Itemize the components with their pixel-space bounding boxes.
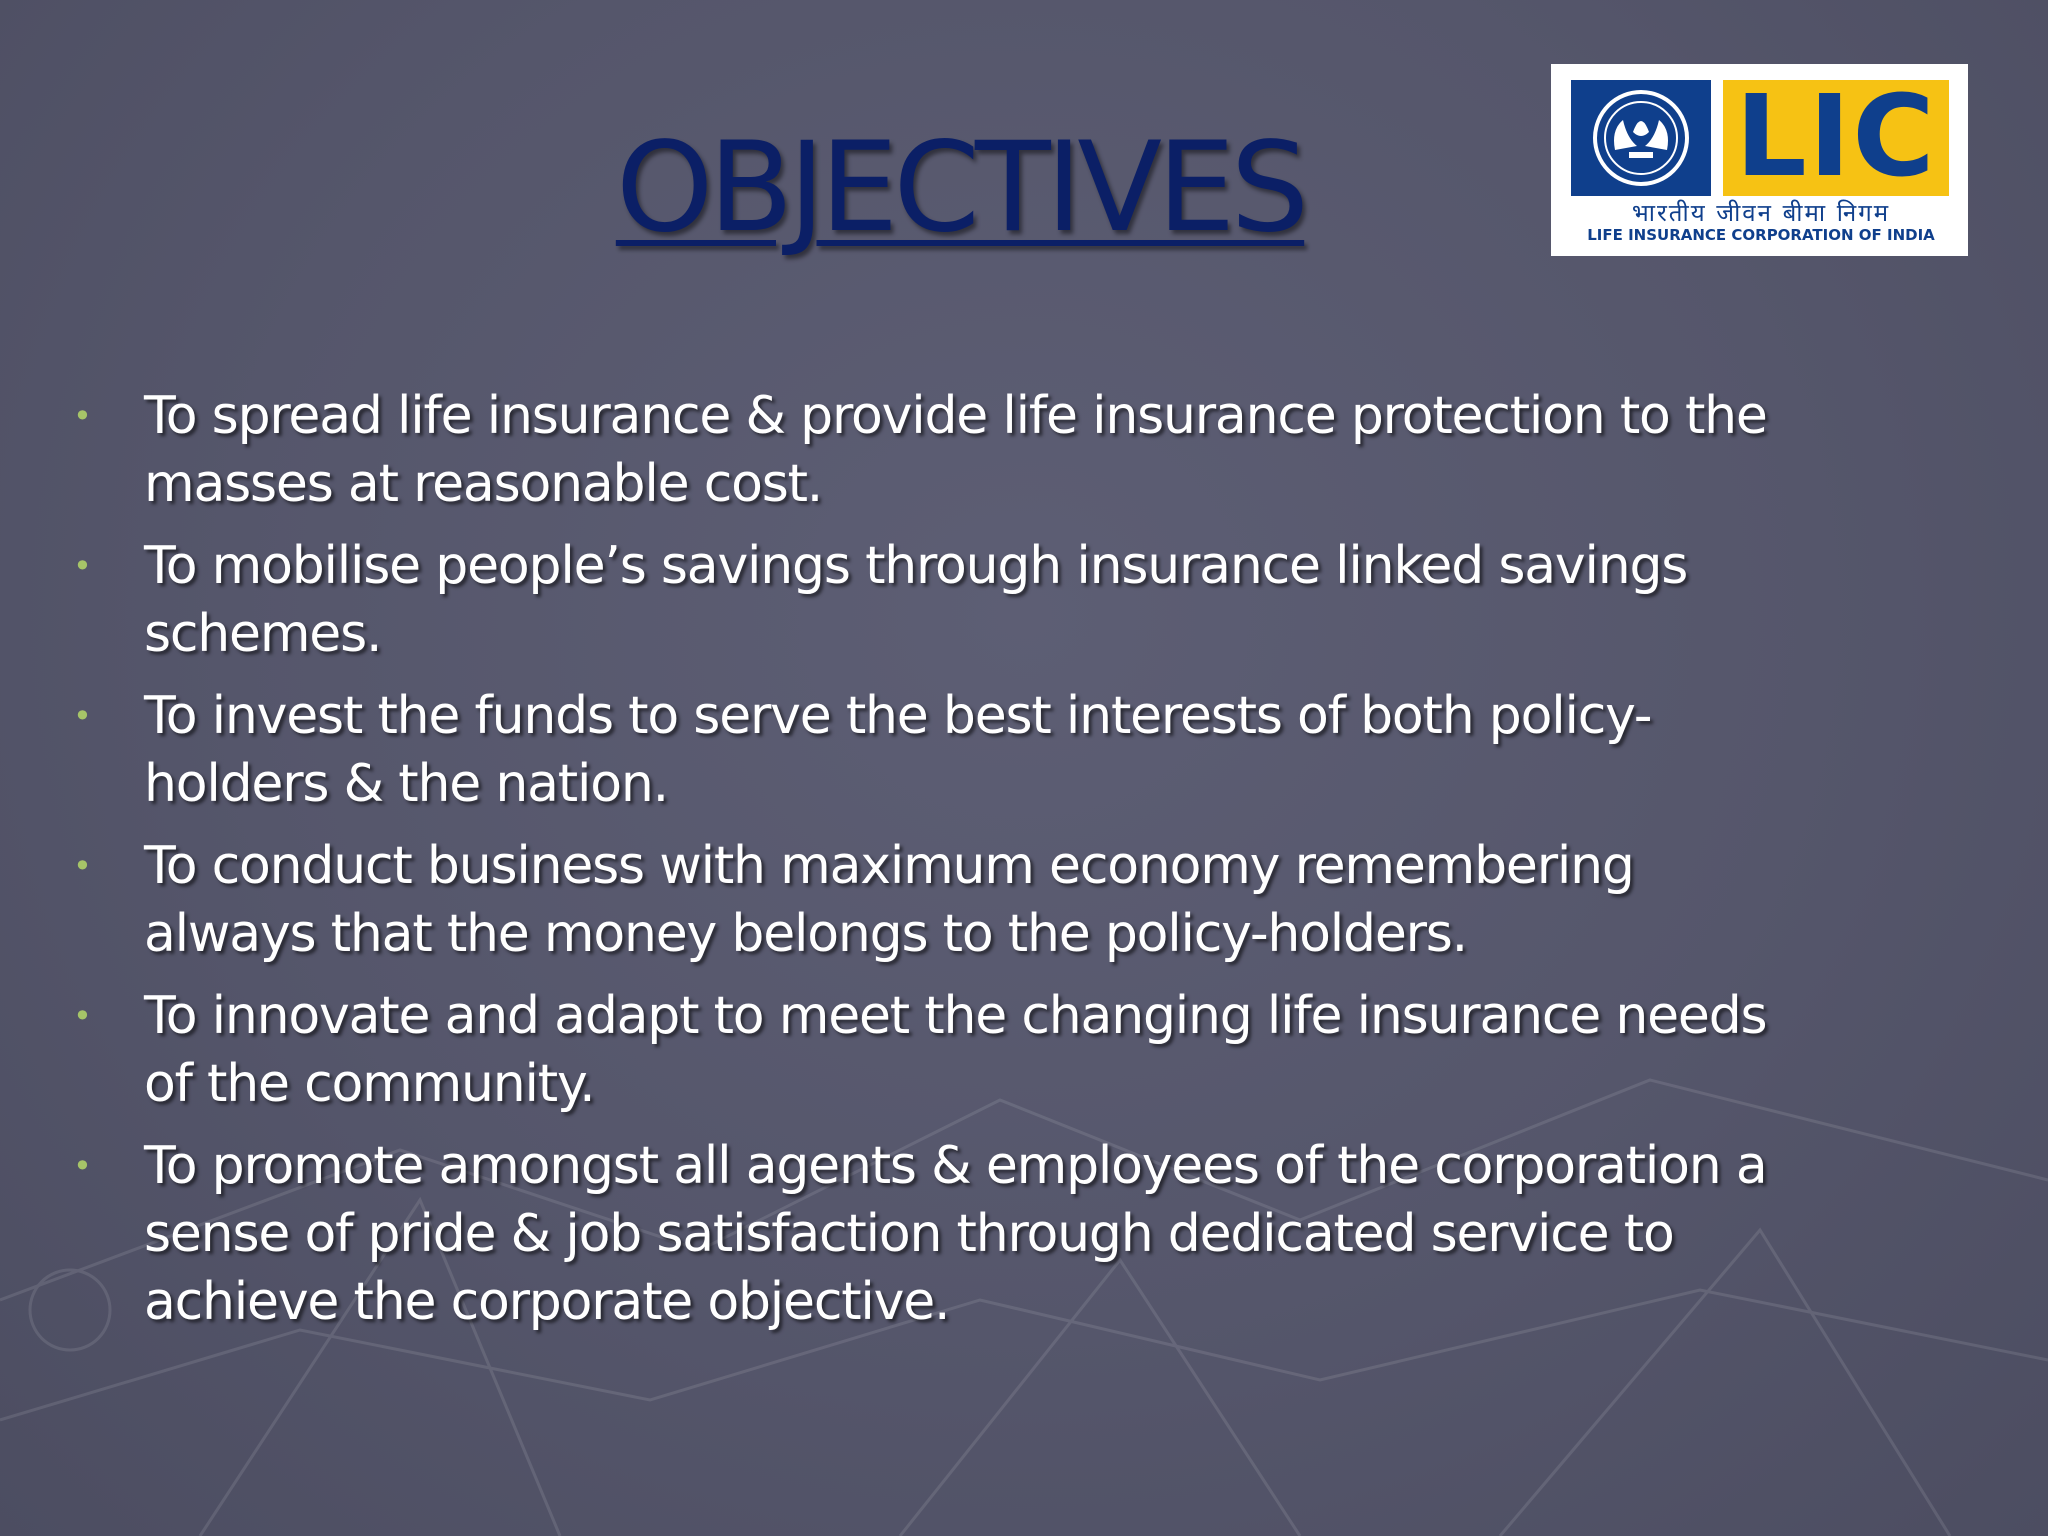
objective-item xyxy=(60,1132,1780,1336)
bullet-icon: • xyxy=(73,397,91,435)
objective-text: To mobilise people’s savings through insurance linked savings schemes. xyxy=(144,536,1688,664)
objective-item xyxy=(60,382,1780,518)
lic-logo-caption: LIFE INSURANCE CORPORATION OF INDIA xyxy=(1587,226,1935,244)
objective-text: To promote amongst all agents & employees of the corporation a sense of pride & job satisfaction through dedicated service to achieve the corporate objective. xyxy=(144,1136,1767,1332)
objective-item xyxy=(60,832,1780,968)
bullet-icon: • xyxy=(73,547,91,585)
slide-title: OBJECTIVES xyxy=(615,116,1305,260)
lic-logo xyxy=(1551,64,1968,256)
lic-emblem xyxy=(1571,80,1711,196)
bullet-icon: • xyxy=(73,997,91,1035)
objective-item xyxy=(60,532,1780,668)
objective-item xyxy=(60,982,1780,1118)
bullet-icon: • xyxy=(73,847,91,885)
objective-item xyxy=(60,682,1780,818)
bullet-icon: • xyxy=(73,1147,91,1185)
objective-text: To innovate and adapt to meet the changing life insurance needs of the community. xyxy=(144,986,1767,1114)
objective-text: To conduct business with maximum economy remembering always that the money belongs to the policy-holders. xyxy=(144,836,1634,964)
hands-lamp-icon xyxy=(1571,80,1711,196)
objective-text: To invest the funds to serve the best interests of both policy-holders & the nation. xyxy=(144,686,1652,814)
objectives-list xyxy=(60,382,1780,1350)
lic-logo-hindi-text: भारतीय जीवन बीमा निगम xyxy=(1631,199,1891,227)
bullet-icon: • xyxy=(73,697,91,735)
lic-logo-text: LIC xyxy=(1735,72,1937,202)
objective-text: To spread life insurance & provide life insurance protection to the masses at reasonable cost. xyxy=(144,386,1767,514)
